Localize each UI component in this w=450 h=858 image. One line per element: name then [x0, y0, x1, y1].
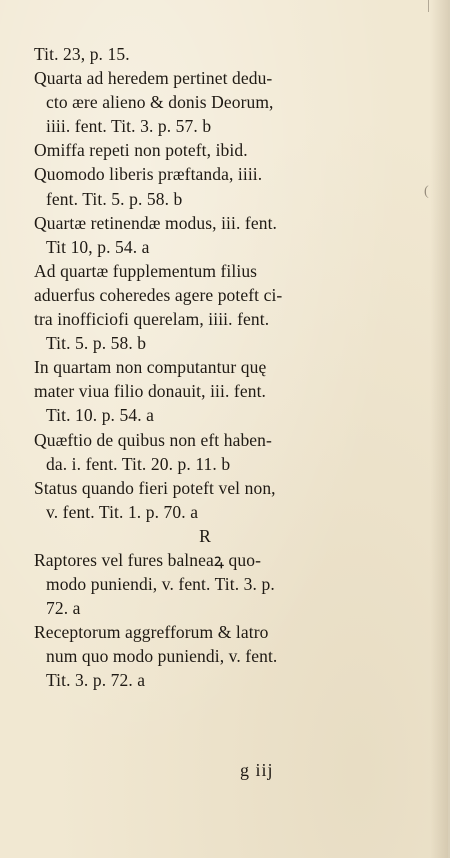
- index-line: Quæftio de quibus non eft haben-: [34, 429, 272, 450]
- index-line: v. fent. Tit. 1. p. 70. a: [46, 501, 199, 522]
- index-line: Quomodo liberis præftanda, iiii.: [34, 164, 263, 185]
- page-edge-shadow: [430, 0, 448, 858]
- index-line: tra inofficiofi querelam, iiii. fent.: [34, 309, 270, 330]
- section-letter-heading: R: [199, 525, 211, 546]
- index-line: cto ære alieno & donis Deorum,: [46, 92, 274, 113]
- index-line: Tit. 3. p. 72. a: [46, 670, 146, 691]
- index-line: Tit. 5. p. 58. b: [46, 333, 147, 354]
- margin-mark: (: [424, 184, 429, 199]
- index-line: Quartæ retinendæ modus, iii. fent.: [34, 212, 278, 233]
- page-bleed-tick: [428, 0, 429, 12]
- index-text-block: [34, 42, 386, 693]
- signature-mark: g iij: [240, 760, 274, 780]
- index-line: In quartam non computantur quę: [34, 357, 267, 378]
- index-line: Tit 10, p. 54. a: [46, 236, 150, 257]
- index-line: Quarta ad heredem pertinet dedu-: [34, 68, 273, 89]
- index-line: Tit. 10. p. 54. a: [46, 405, 155, 426]
- index-line: 72. a: [46, 598, 81, 619]
- index-line: Status quando fieri poteft vel non,: [34, 477, 276, 498]
- index-line: iiii. fent. Tit. 3. p. 57. b: [46, 116, 212, 137]
- index-line: num quo modo puniendi, v. fent.: [46, 646, 278, 667]
- index-line: Raptores vel fures balneaꝝ quo-: [34, 549, 262, 570]
- index-line: mater viua filio donauit, iii. fent.: [34, 381, 267, 402]
- index-line: Tit. 23, p. 15.: [34, 44, 130, 64]
- index-line: fent. Tit. 5. p. 58. b: [46, 188, 183, 209]
- index-line: modo puniendi, v. fent. Tit. 3. p.: [46, 574, 275, 595]
- index-line: Receptorum aggrefforum & latro: [34, 622, 269, 643]
- index-line: da. i. fent. Tit. 20. p. 11. b: [46, 453, 231, 474]
- index-line: Omiffa repeti non poteft, ibid.: [34, 140, 248, 161]
- index-line: aduerfus coheredes agere poteft ci-: [34, 284, 283, 305]
- index-line: Ad quartæ fupplementum filius: [34, 260, 258, 281]
